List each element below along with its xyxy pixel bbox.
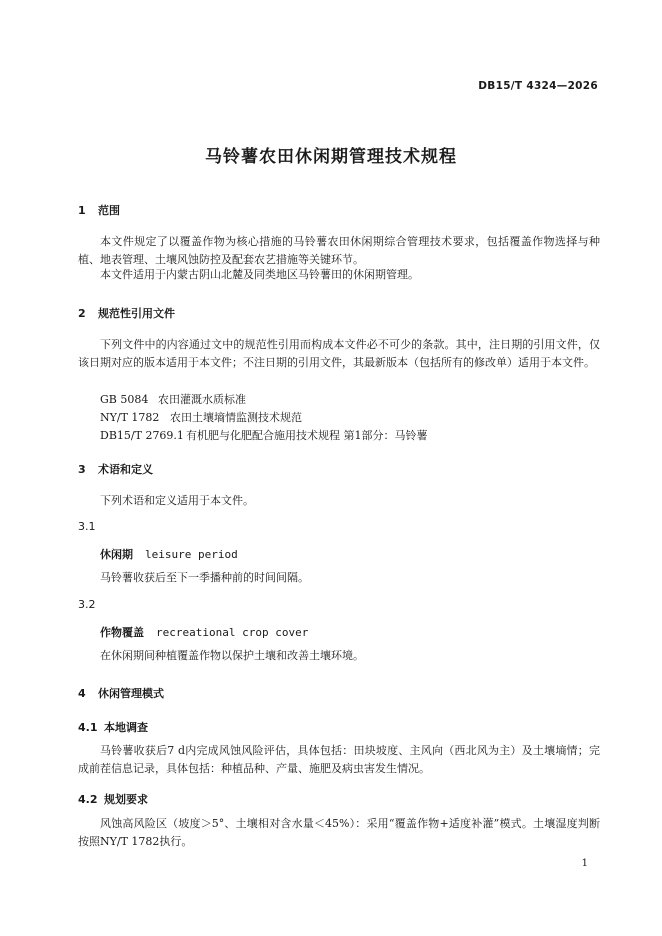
section-1-paragraph-1: 本文件规定了以覆盖作物为核心措施的马铃薯农田休闲期综合管理技术要求，包括覆盖作物选择与种植、地表管理、土壤风蚀防控及配套农艺措施等关键环节。: [78, 235, 600, 266]
section-title: 规范性引用文件: [98, 307, 175, 320]
reference-code: DB15/T 2769.1: [100, 429, 184, 442]
section-title: 休闲管理模式: [98, 687, 164, 700]
subsection-number: 4.2: [78, 793, 98, 806]
section-title: 术语和定义: [98, 463, 153, 476]
section-number: 4: [78, 687, 86, 700]
reference-item: [100, 391, 246, 407]
document-title: 马铃薯农田休闲期管理技术规程: [205, 147, 457, 167]
section-1-heading: [78, 202, 120, 218]
reference-item: [100, 427, 428, 443]
reference-name: 农田土壤墒情监测技术规范: [170, 411, 302, 424]
section-2-heading: [78, 305, 175, 321]
section-2-paragraph-1: 下列文件中的内容通过文中的规范性引用而构成本文件必不可少的条款。其中，注日期的引用文件，仅该日期对应的版本适用于本文件；不注日期的引用文件，其最新版本（包括所有的修改单）适用于本文件。: [78, 338, 600, 369]
term-chinese: 休闲期: [100, 548, 133, 561]
section-3-heading: [78, 461, 153, 477]
section-1-paragraph-2: 本文件适用于内蒙古阴山北麓及同类地区马铃薯田的休闲期管理。: [100, 268, 419, 281]
term-definition: 在休闲期间种植覆盖作物以保护土壤和改善土壤环境。: [100, 649, 364, 662]
subsection-4-1-heading: [78, 719, 148, 735]
term-entry: [100, 546, 238, 562]
section-number: 2: [78, 307, 86, 320]
term-number: 3.2: [78, 598, 96, 611]
term-definition: 马铃薯收获后至下一季播种前的时间间隔。: [100, 571, 309, 584]
page-number: 1: [581, 858, 588, 869]
subsection-4-1-paragraph: 马铃薯收获后7 d内完成风蚀风险评估，具体包括：田块坡度、主风向（西北风为主）及土壤墒情；完成前茬信息记录，具体包括：种植品种、产量、施肥及病虫害发生情况。: [78, 744, 600, 775]
section-number: 3: [78, 463, 86, 476]
section-4-heading: [78, 685, 164, 701]
reference-code: GB 5084: [100, 393, 149, 406]
section-3-paragraph-1: 下列术语和定义适用于本文件。: [100, 494, 254, 507]
term-english: leisure period: [145, 548, 238, 561]
term-number: 3.1: [78, 520, 96, 533]
subsection-title: 本地调查: [104, 721, 148, 734]
reference-item: [100, 409, 302, 425]
term-entry: [100, 624, 308, 640]
term-english: recreational crop cover: [156, 626, 309, 639]
subsection-number: 4.1: [78, 721, 98, 734]
reference-name: 有机肥与化肥配合施用技术规程 第1部分：马铃薯: [186, 429, 428, 442]
section-number: 1: [78, 204, 86, 217]
reference-name: 农田灌溉水质标准: [158, 393, 246, 406]
subsection-title: 规划要求: [104, 793, 148, 806]
section-title: 范围: [98, 204, 120, 217]
standard-code: DB15/T 4324—2026: [478, 80, 598, 92]
subsection-4-2-paragraph: 风蚀高风险区（坡度＞5°、土壤相对含水量＜45%）：采用“覆盖作物+适度补灌”模式。土壤湿度判断按照NY/T 1782执行。: [78, 817, 600, 848]
reference-code: NY/T 1782: [100, 411, 160, 424]
subsection-4-2-heading: [78, 791, 148, 807]
term-chinese: 作物覆盖: [100, 626, 144, 639]
